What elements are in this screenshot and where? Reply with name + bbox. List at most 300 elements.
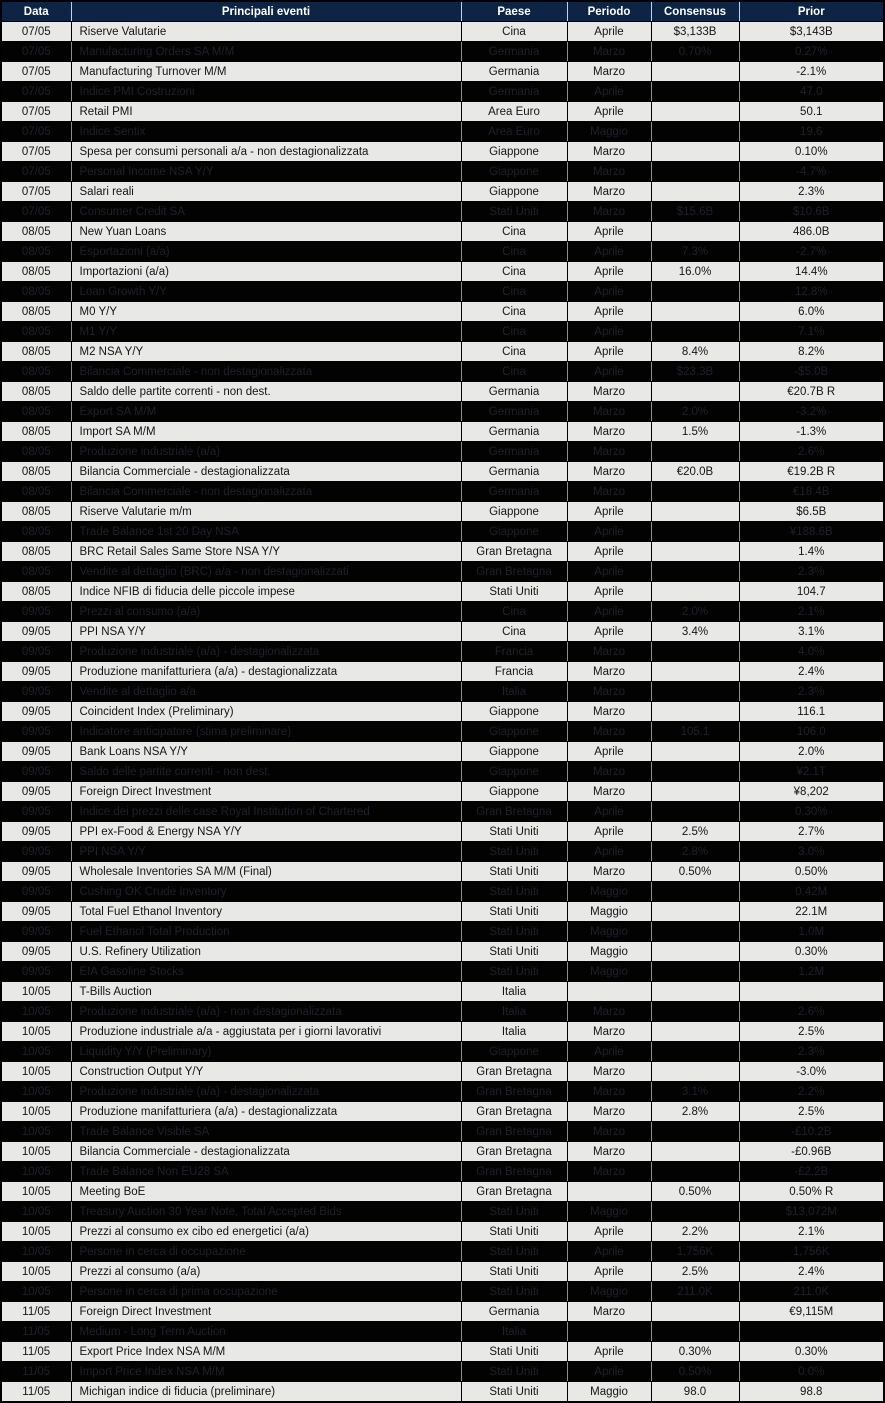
- cell-country: Giappone: [461, 702, 567, 722]
- cell-period: Marzo: [567, 702, 651, 722]
- cell-event: Produzione industriale (a/a): [71, 442, 461, 462]
- cell-date: 10/05: [1, 1282, 71, 1302]
- cell-period: Marzo: [567, 1162, 651, 1182]
- cell-prior: $10.6B: [739, 202, 884, 222]
- cell-event: Vendite al dettaglio (BRC) a/a - non destagionalizzati: [71, 562, 461, 582]
- cell-country: Gran Bretagna: [461, 1182, 567, 1202]
- cell-consensus: [651, 162, 739, 182]
- cell-event: Consumer Credit SA: [71, 202, 461, 222]
- cell-date: 09/05: [1, 762, 71, 782]
- table-row: [1, 762, 884, 782]
- column-header-period: Periodo: [567, 1, 651, 22]
- cell-event: Produzione industriale a/a - aggiustata per i giorni lavorativi: [71, 1022, 461, 1042]
- cell-date: 11/05: [1, 1362, 71, 1382]
- cell-prior: 116.1: [739, 702, 884, 722]
- cell-event: Bilancia Commerciale - destagionalizzata: [71, 1142, 461, 1162]
- cell-period: Marzo: [567, 642, 651, 662]
- cell-prior: 0.0%: [739, 1362, 884, 1382]
- cell-consensus: [651, 542, 739, 562]
- table-row: [1, 702, 884, 722]
- cell-event: PPI ex-Food & Energy NSA Y/Y: [71, 822, 461, 842]
- cell-date: 08/05: [1, 302, 71, 322]
- cell-event: Manufacturing Turnover M/M: [71, 62, 461, 82]
- cell-prior: $13,072M: [739, 1202, 884, 1222]
- cell-consensus: [651, 522, 739, 542]
- cell-date: 10/05: [1, 1102, 71, 1122]
- cell-country: Francia: [461, 662, 567, 682]
- cell-date: 09/05: [1, 782, 71, 802]
- cell-consensus: [651, 942, 739, 962]
- cell-event: Salari reali: [71, 182, 461, 202]
- cell-event: BRC Retail Sales Same Store NSA Y/Y: [71, 542, 461, 562]
- cell-prior: 4.0%: [739, 642, 884, 662]
- cell-period: Aprile: [567, 282, 651, 302]
- table-row: [1, 462, 884, 482]
- cell-prior: 22.1M: [739, 902, 884, 922]
- cell-period: Marzo: [567, 762, 651, 782]
- cell-date: 08/05: [1, 382, 71, 402]
- cell-country: Italia: [461, 1002, 567, 1022]
- cell-date: 09/05: [1, 802, 71, 822]
- cell-country: Stati Uniti: [461, 202, 567, 222]
- cell-prior: 2.5%: [739, 1102, 884, 1122]
- cell-period: Aprile: [567, 602, 651, 622]
- cell-consensus: [651, 922, 739, 942]
- cell-period: Marzo: [567, 42, 651, 62]
- table-row: [1, 742, 884, 762]
- cell-date: 08/05: [1, 502, 71, 522]
- table-row: [1, 322, 884, 342]
- cell-event: M0 Y/Y: [71, 302, 461, 322]
- cell-date: 08/05: [1, 542, 71, 562]
- cell-event: Riserve Valutarie m/m: [71, 502, 461, 522]
- cell-country: Giappone: [461, 502, 567, 522]
- cell-period: [567, 1182, 651, 1202]
- cell-event: Persone in cerca di occupazione: [71, 1242, 461, 1262]
- cell-period: Aprile: [567, 502, 651, 522]
- cell-country: Stati Uniti: [461, 1382, 567, 1403]
- table-row: [1, 1222, 884, 1242]
- cell-period: Aprile: [567, 802, 651, 822]
- table-row: [1, 1202, 884, 1222]
- cell-prior: 0.50%: [739, 862, 884, 882]
- cell-date: 10/05: [1, 1162, 71, 1182]
- cell-prior: 2.1%: [739, 1222, 884, 1242]
- cell-prior: 3.1%: [739, 622, 884, 642]
- table-body: [1, 22, 884, 1403]
- table-row: [1, 362, 884, 382]
- table-row: [1, 122, 884, 142]
- table-row: [1, 162, 884, 182]
- cell-date: 07/05: [1, 162, 71, 182]
- cell-consensus: 2.2%: [651, 1222, 739, 1242]
- cell-event: Riserve Valutarie: [71, 22, 461, 42]
- cell-prior: 2.1%: [739, 602, 884, 622]
- cell-prior: 1.2M: [739, 962, 884, 982]
- cell-event: Produzione industriale (a/a) - non destagionalizzata: [71, 1002, 461, 1022]
- cell-event: Persone in cerca di prima occupazione: [71, 1282, 461, 1302]
- cell-consensus: [651, 322, 739, 342]
- cell-prior: 6.0%: [739, 302, 884, 322]
- table-row: [1, 1382, 884, 1403]
- cell-country: Giappone: [461, 182, 567, 202]
- cell-period: Aprile: [567, 1262, 651, 1282]
- cell-date: 08/05: [1, 422, 71, 442]
- cell-country: Stati Uniti: [461, 1202, 567, 1222]
- cell-period: Marzo: [567, 662, 651, 682]
- cell-country: Cina: [461, 322, 567, 342]
- table-row: [1, 1302, 884, 1322]
- cell-prior: 0.10%: [739, 142, 884, 162]
- cell-country: Giappone: [461, 162, 567, 182]
- cell-event: M1 Y/Y: [71, 322, 461, 342]
- table-row: [1, 602, 884, 622]
- cell-event: PPI NSA Y/Y: [71, 842, 461, 862]
- cell-country: Germania: [461, 422, 567, 442]
- cell-consensus: [651, 62, 739, 82]
- table-row: [1, 822, 884, 842]
- cell-country: Germania: [461, 462, 567, 482]
- cell-prior: 7.1%: [739, 322, 884, 342]
- cell-date: 08/05: [1, 562, 71, 582]
- cell-country: Stati Uniti: [461, 822, 567, 842]
- cell-prior: 0.50% R: [739, 1182, 884, 1202]
- table-row: [1, 982, 884, 1002]
- cell-prior: €9,115M: [739, 1302, 884, 1322]
- cell-date: 07/05: [1, 82, 71, 102]
- table-row: [1, 1182, 884, 1202]
- cell-period: Marzo: [567, 1102, 651, 1122]
- cell-date: 09/05: [1, 682, 71, 702]
- cell-date: 09/05: [1, 882, 71, 902]
- cell-event: Trade Balance Visible SA: [71, 1122, 461, 1142]
- cell-date: 10/05: [1, 1202, 71, 1222]
- cell-consensus: [651, 762, 739, 782]
- cell-consensus: [651, 302, 739, 322]
- cell-consensus: [651, 122, 739, 142]
- cell-period: Maggio: [567, 882, 651, 902]
- cell-consensus: $23.3B: [651, 362, 739, 382]
- cell-consensus: [651, 282, 739, 302]
- cell-event: Esportazioni (a/a): [71, 242, 461, 262]
- cell-country: Gran Bretagna: [461, 1082, 567, 1102]
- cell-country: Stati Uniti: [461, 1362, 567, 1382]
- cell-event: Medium - Long Term Auction: [71, 1322, 461, 1342]
- cell-consensus: [651, 482, 739, 502]
- column-header-consensus: Consensus: [651, 1, 739, 22]
- cell-date: 10/05: [1, 1042, 71, 1062]
- cell-consensus: [651, 742, 739, 762]
- cell-period: Marzo: [567, 1022, 651, 1042]
- table-row: [1, 662, 884, 682]
- cell-date: 08/05: [1, 522, 71, 542]
- cell-date: 09/05: [1, 902, 71, 922]
- cell-event: Prezzi al consumo (a/a): [71, 602, 461, 622]
- table-row: [1, 882, 884, 902]
- cell-country: Cina: [461, 242, 567, 262]
- cell-consensus: [651, 382, 739, 402]
- cell-prior: 2.4%: [739, 662, 884, 682]
- cell-consensus: [651, 1122, 739, 1142]
- cell-consensus: 2.8%: [651, 842, 739, 862]
- cell-prior: €20.7B R: [739, 382, 884, 402]
- cell-date: 11/05: [1, 1342, 71, 1362]
- table-row: [1, 262, 884, 282]
- cell-date: 07/05: [1, 202, 71, 222]
- cell-period: Maggio: [567, 942, 651, 962]
- cell-prior: 2.3%: [739, 682, 884, 702]
- cell-event: Trade Balance 1st 20 Day NSA: [71, 522, 461, 542]
- cell-period: Marzo: [567, 782, 651, 802]
- cell-country: Stati Uniti: [461, 1262, 567, 1282]
- cell-event: Coincident Index (Preliminary): [71, 702, 461, 722]
- cell-date: 10/05: [1, 982, 71, 1002]
- cell-consensus: 8.4%: [651, 342, 739, 362]
- cell-country: Stati Uniti: [461, 842, 567, 862]
- cell-period: Marzo: [567, 422, 651, 442]
- table-row: [1, 82, 884, 102]
- cell-country: Germania: [461, 1302, 567, 1322]
- cell-period: Marzo: [567, 1142, 651, 1162]
- cell-country: Giappone: [461, 782, 567, 802]
- cell-consensus: [651, 102, 739, 122]
- cell-event: Wholesale Inventories SA M/M (Final): [71, 862, 461, 882]
- cell-event: Total Fuel Ethanol Inventory: [71, 902, 461, 922]
- cell-date: 10/05: [1, 1002, 71, 1022]
- cell-date: 10/05: [1, 1062, 71, 1082]
- cell-country: Germania: [461, 402, 567, 422]
- table-row: [1, 202, 884, 222]
- cell-date: 08/05: [1, 282, 71, 302]
- cell-consensus: 0.50%: [651, 862, 739, 882]
- cell-consensus: [651, 1162, 739, 1182]
- table-row: [1, 62, 884, 82]
- cell-consensus: 211.0K: [651, 1282, 739, 1302]
- table-row: [1, 842, 884, 862]
- cell-prior: -£0.96B: [739, 1142, 884, 1162]
- cell-consensus: 2.5%: [651, 1262, 739, 1282]
- table-row: [1, 142, 884, 162]
- cell-consensus: [651, 902, 739, 922]
- cell-date: 08/05: [1, 442, 71, 462]
- cell-prior: 1,756K: [739, 1242, 884, 1262]
- table-row: [1, 1042, 884, 1062]
- column-header-country: Paese: [461, 1, 567, 22]
- cell-consensus: [651, 642, 739, 662]
- header-row: [1, 1, 884, 22]
- table-row: [1, 802, 884, 822]
- cell-consensus: [651, 1322, 739, 1342]
- cell-country: Germania: [461, 442, 567, 462]
- cell-event: Indice NFIB di fiducia delle piccole impese: [71, 582, 461, 602]
- cell-prior: 50.1: [739, 102, 884, 122]
- cell-prior: 2.5%: [739, 1022, 884, 1042]
- table-row: [1, 1242, 884, 1262]
- cell-prior: 0.27%: [739, 42, 884, 62]
- table-row: [1, 1162, 884, 1182]
- cell-event: Import Price Index NSA M/M: [71, 1362, 461, 1382]
- cell-country: Gran Bretagna: [461, 802, 567, 822]
- cell-prior: -£2.2B: [739, 1162, 884, 1182]
- cell-date: 09/05: [1, 962, 71, 982]
- cell-country: Francia: [461, 642, 567, 662]
- table-row: [1, 382, 884, 402]
- cell-consensus: [651, 182, 739, 202]
- cell-event: Foreign Direct Investment: [71, 1302, 461, 1322]
- cell-period: Aprile: [567, 1362, 651, 1382]
- cell-country: Area Euro: [461, 102, 567, 122]
- table-row: [1, 182, 884, 202]
- cell-event: Cushing OK Crude Inventory: [71, 882, 461, 902]
- table-row: [1, 522, 884, 542]
- table-row: [1, 962, 884, 982]
- cell-period: Marzo: [567, 1002, 651, 1022]
- cell-country: Cina: [461, 222, 567, 242]
- table-row: [1, 1122, 884, 1142]
- cell-consensus: 2.0%: [651, 602, 739, 622]
- cell-country: Giappone: [461, 1042, 567, 1062]
- cell-period: Aprile: [567, 842, 651, 862]
- cell-period: Aprile: [567, 562, 651, 582]
- cell-consensus: 105.1: [651, 722, 739, 742]
- cell-country: Italia: [461, 1322, 567, 1342]
- table-row: [1, 502, 884, 522]
- cell-period: Aprile: [567, 222, 651, 242]
- cell-period: Aprile: [567, 742, 651, 762]
- cell-period: Aprile: [567, 542, 651, 562]
- cell-date: 08/05: [1, 362, 71, 382]
- cell-date: 07/05: [1, 42, 71, 62]
- cell-consensus: [651, 702, 739, 722]
- cell-country: Cina: [461, 262, 567, 282]
- table-row: [1, 402, 884, 422]
- cell-country: Stati Uniti: [461, 882, 567, 902]
- cell-consensus: $15.6B: [651, 202, 739, 222]
- cell-date: 08/05: [1, 322, 71, 342]
- cell-period: Aprile: [567, 342, 651, 362]
- cell-prior: 2.7%: [739, 822, 884, 842]
- cell-prior: [739, 1322, 884, 1342]
- cell-period: Aprile: [567, 362, 651, 382]
- cell-country: Gran Bretagna: [461, 1122, 567, 1142]
- cell-period: Maggio: [567, 962, 651, 982]
- cell-period: Marzo: [567, 482, 651, 502]
- cell-prior: 0.42M: [739, 882, 884, 902]
- cell-consensus: [651, 502, 739, 522]
- cell-event: M2 NSA Y/Y: [71, 342, 461, 362]
- cell-consensus: [651, 1202, 739, 1222]
- cell-prior: €19.2B R: [739, 462, 884, 482]
- table-row: [1, 642, 884, 662]
- cell-date: 09/05: [1, 842, 71, 862]
- cell-consensus: 0.50%: [651, 1362, 739, 1382]
- cell-prior: 1.4%: [739, 542, 884, 562]
- cell-prior: 0.30%: [739, 1342, 884, 1362]
- cell-consensus: [651, 442, 739, 462]
- cell-period: Marzo: [567, 1302, 651, 1322]
- cell-country: Area Euro: [461, 122, 567, 142]
- cell-country: Germania: [461, 382, 567, 402]
- cell-prior: ¥2.1T: [739, 762, 884, 782]
- cell-event: Bilancia Commerciale - non destagionalizzata: [71, 362, 461, 382]
- cell-date: 10/05: [1, 1262, 71, 1282]
- cell-period: Marzo: [567, 1122, 651, 1142]
- cell-period: Marzo: [567, 682, 651, 702]
- cell-consensus: [651, 1142, 739, 1162]
- cell-period: Aprile: [567, 102, 651, 122]
- cell-date: 10/05: [1, 1122, 71, 1142]
- cell-country: Stati Uniti: [461, 922, 567, 942]
- table-row: [1, 902, 884, 922]
- cell-prior: 98.8: [739, 1382, 884, 1403]
- cell-period: Aprile: [567, 242, 651, 262]
- cell-country: Gran Bretagna: [461, 562, 567, 582]
- cell-prior: 3.0%: [739, 842, 884, 862]
- cell-period: [567, 1322, 651, 1342]
- cell-prior: $3,143B: [739, 22, 884, 42]
- cell-event: Retail PMI: [71, 102, 461, 122]
- cell-event: Indicatore anticipatore (stima preliminare): [71, 722, 461, 742]
- cell-prior: 2.3%: [739, 182, 884, 202]
- cell-prior: €18.4B: [739, 482, 884, 502]
- cell-event: Treasury Auction 30 Year Note, Total Accepted Bids: [71, 1202, 461, 1222]
- cell-country: Stati Uniti: [461, 862, 567, 882]
- cell-date: 10/05: [1, 1222, 71, 1242]
- table-row: [1, 242, 884, 262]
- table-row: [1, 42, 884, 62]
- cell-period: [567, 982, 651, 1002]
- cell-prior: 0.30%: [739, 942, 884, 962]
- cell-period: Aprile: [567, 822, 651, 842]
- cell-event: Produzione industriale (a/a) - destagionalizzata: [71, 1082, 461, 1102]
- cell-consensus: 0.70%: [651, 42, 739, 62]
- cell-prior: -1.3%: [739, 422, 884, 442]
- cell-consensus: [651, 882, 739, 902]
- cell-prior: 1.0M: [739, 922, 884, 942]
- cell-period: Maggio: [567, 1282, 651, 1302]
- cell-event: Bilancia Commerciale - destagionalizzata: [71, 462, 461, 482]
- table-row: [1, 622, 884, 642]
- table-row: [1, 782, 884, 802]
- cell-date: 09/05: [1, 702, 71, 722]
- cell-consensus: [651, 802, 739, 822]
- cell-prior: -3.0%: [739, 1062, 884, 1082]
- column-header-prior: Prior: [739, 1, 884, 22]
- cell-period: Aprile: [567, 1042, 651, 1062]
- cell-event: Saldo delle partite correnti - non dest.: [71, 762, 461, 782]
- cell-consensus: [651, 1042, 739, 1062]
- cell-event: Loan Growth Y/Y: [71, 282, 461, 302]
- cell-date: 09/05: [1, 622, 71, 642]
- cell-period: Aprile: [567, 1242, 651, 1262]
- cell-period: Maggio: [567, 1202, 651, 1222]
- cell-date: 09/05: [1, 742, 71, 762]
- cell-date: 08/05: [1, 462, 71, 482]
- cell-consensus: 3.1%: [651, 1082, 739, 1102]
- cell-date: 09/05: [1, 862, 71, 882]
- table-row: [1, 422, 884, 442]
- cell-country: Gran Bretagna: [461, 1142, 567, 1162]
- cell-prior: 2.3%: [739, 1042, 884, 1062]
- cell-prior: -4.7%: [739, 162, 884, 182]
- cell-date: 08/05: [1, 262, 71, 282]
- cell-date: 09/05: [1, 942, 71, 962]
- cell-country: Stati Uniti: [461, 1282, 567, 1302]
- cell-prior: 12.8%: [739, 282, 884, 302]
- table-row: [1, 922, 884, 942]
- cell-date: 07/05: [1, 122, 71, 142]
- table-row: [1, 582, 884, 602]
